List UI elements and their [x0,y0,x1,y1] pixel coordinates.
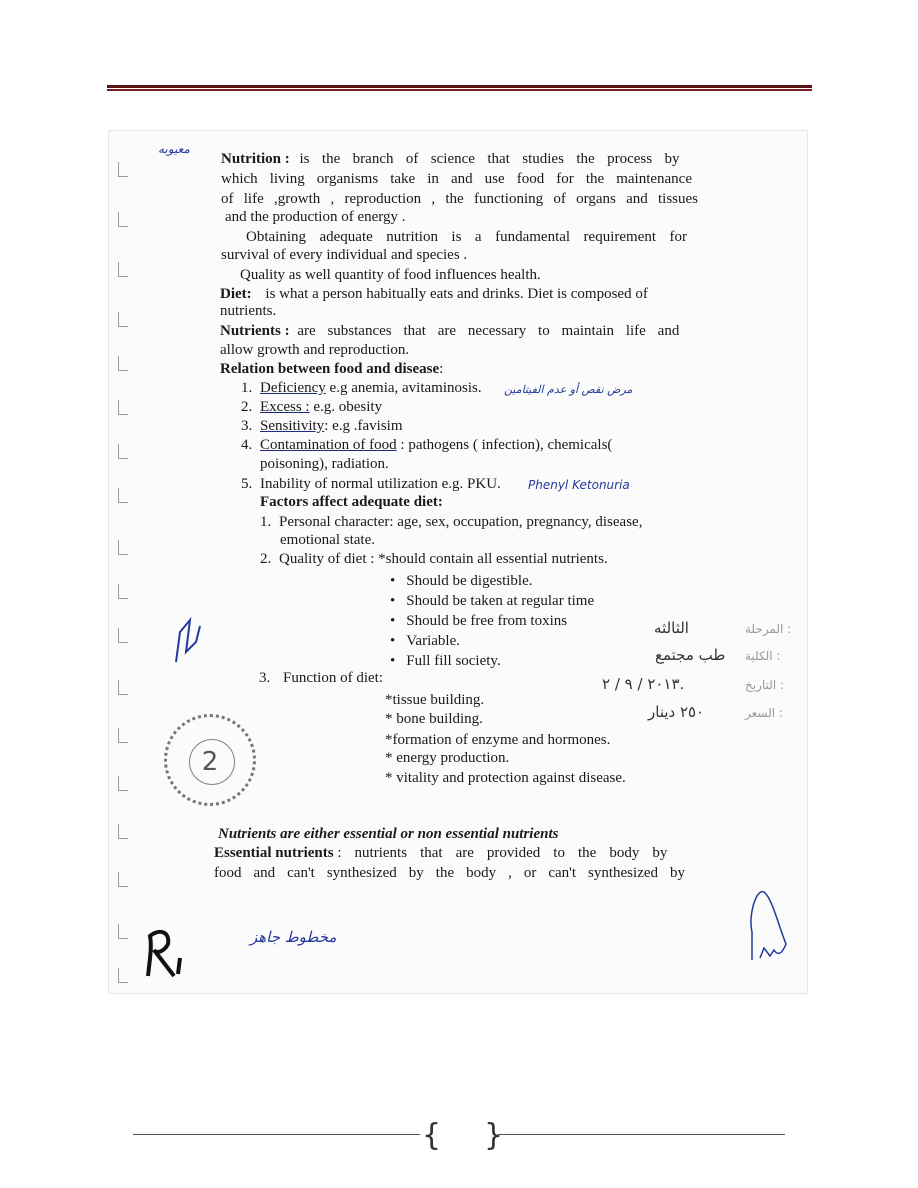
margin-tick [118,824,128,839]
margin-tick [118,488,128,503]
bullet-text: Variable. [406,633,460,649]
list-term: Contamination of food [260,437,397,453]
text-line: Obtaining adequate nutrition is a fundamental requirement for [246,229,687,245]
margin-tick [118,680,128,695]
diet-term: Diet: [220,286,252,302]
function-item: *formation of enzyme and hormones. [385,732,611,748]
margin-tick [118,356,128,371]
margin-tick [118,444,128,459]
nutrition-term: Nutrition : [221,151,290,167]
factors-heading: Factors affect adequate diet: [260,494,443,510]
list-item [241,476,501,493]
list-text: Quality of diet : *should contain all essential nutrients. [279,551,608,567]
margin-tick [118,728,128,743]
handwritten-note: مرض نقص أو عدم الفيتامين [504,383,633,396]
list-text: Function of diet: [283,670,383,686]
margin-tick [118,312,128,327]
relation-heading [220,361,443,378]
list-term: Sensitivity [260,418,325,434]
bullet-dot: • [390,573,396,589]
margin-tick [118,212,128,227]
list-number: 2. [241,399,253,415]
list-text: Personal character: age, sex, occupation, pregnancy, disease, [279,514,643,530]
margin-tick [118,584,128,599]
stamp-number: 2 [201,747,219,777]
nutrients-term: Nutrients : [220,323,290,339]
nutrients-def-text: are substances that are necessary to maintain life and [297,323,680,339]
bullet-item [390,613,567,630]
nutrients-types-heading: Nutrients are either essential or non essential nutrients [218,826,559,842]
list-text: Inability of normal utilization e.g. PKU. [260,476,501,492]
margin-tick [118,872,128,887]
bullet-item [390,593,594,610]
list-term: Excess : [260,399,310,415]
date-label: التاريخ : [745,678,785,692]
margin-tick [118,924,128,939]
bullet-dot: • [390,653,396,669]
nutrients-definition [220,323,679,340]
list-number: 3. [241,418,253,434]
list-item [241,399,382,416]
list-number: 3. [259,670,271,686]
text-line: of life ,growth , reproduction , the functioning of organs and tissues [221,191,698,207]
text-line: which living organisms take in and use food for the maintenance [221,171,692,187]
handwritten-note: Phenyl Ketonuria [528,478,630,492]
nutrition-definition [221,151,680,168]
function-item: * bone building. [385,711,483,727]
price-label: السعر : [745,706,783,720]
margin-tick [118,400,128,415]
bullet-dot: • [390,593,396,609]
text-line: Quality as well quantity of food influences health. [240,267,541,283]
list-number: 1. [241,380,253,396]
date-value: ٢٠١٣ / ٩ / ٢. [602,675,685,693]
bullet-text: Full fill society. [406,653,501,669]
list-term: Deficiency [260,380,326,396]
signature-mark [168,612,208,672]
list-item-continuation: poisoning), radiation. [260,456,389,472]
list-number: 5. [241,476,253,492]
list-text: e.g anemia, avitaminosis. [325,380,482,396]
list-text: : pathogens ( infection), chemicals( [396,437,613,453]
function-item: * energy production. [385,750,510,766]
stage-value: الثالثه [654,619,689,637]
function-item: *tissue building. [385,692,485,708]
text-line: food and can't synthesized by the body , or can't synthesized by [214,865,685,881]
margin-tick [118,776,128,791]
bullet-dot: • [390,613,396,629]
list-number: 4. [241,437,253,453]
margin-tick [118,540,128,555]
list-text: e.g. obesity [309,399,383,415]
stage-label: المرحلة : [745,622,792,636]
list-item [241,380,482,397]
text-line: allow growth and reproduction. [220,342,410,358]
list-item [260,551,608,568]
handwritten-note: مخطوط جاهز [250,928,337,946]
margin-tick [118,628,128,643]
footer-brace-right: } [484,1118,504,1153]
relation-colon: : [439,361,444,377]
essential-definition [214,845,667,862]
nutrition-def-text: is the branch of science that studies the process by [299,151,680,167]
bullet-text: Should be taken at regular time [406,593,595,609]
handwritten-note: معيوبه [158,142,190,156]
list-item [241,418,403,435]
list-item [241,437,612,454]
round-stamp [164,714,256,806]
signature-mark [140,918,195,982]
list-number: 1. [260,514,272,530]
bullet-dot: • [390,633,396,649]
text-line: nutrients. [220,303,277,319]
function-item: * vitality and protection against disease. [385,770,626,786]
margin-tick [118,262,128,277]
margin-tick [118,162,128,177]
essential-def-text: : nutrients that are provided to the body by [337,845,668,861]
footer-rule-left [133,1134,420,1135]
text-line: and the production of energy . [225,209,406,225]
signature-mark [742,884,794,968]
bullet-text: Should be free from toxins [406,613,568,629]
diet-definition [220,286,648,303]
text-line: survival of every individual and species . [221,247,468,263]
college-label: الكلية : [745,649,781,663]
list-item-continuation: emotional state. [280,532,375,548]
price-value: ٢٥٠ دينار [648,703,705,721]
margin-tick [118,968,128,983]
list-item [259,670,383,687]
list-text: : e.g .favisim [324,418,403,434]
bullet-item [390,573,533,590]
diet-def-text: is what a person habitually eats and drinks. Diet is composed of [265,286,648,302]
college-value: طب مجتمع [655,646,726,664]
relation-heading-text: Relation between food and disease [220,361,440,377]
footer-brace-left: { [422,1118,442,1153]
bullet-item [390,633,460,650]
header-rule [107,85,812,92]
list-number: 2. [260,551,272,567]
list-item [260,514,642,531]
bullet-text: Should be digestible. [406,573,533,589]
bullet-item [390,653,501,670]
essential-term: Essential nutrients [214,845,334,861]
footer-rule-right [498,1134,785,1135]
